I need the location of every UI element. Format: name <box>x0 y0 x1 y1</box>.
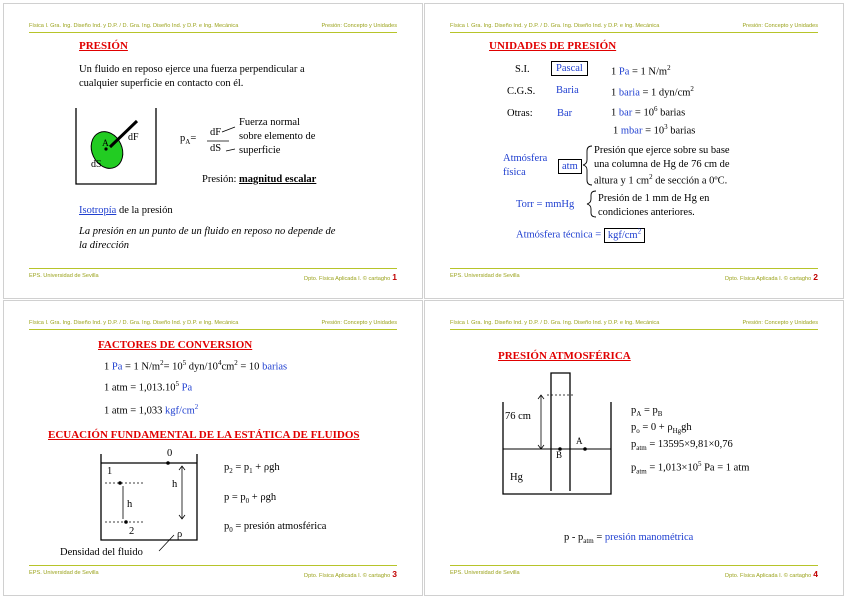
eq-3 <box>224 521 326 534</box>
mbar-sup: 3 <box>664 123 668 131</box>
rel-3 <box>631 439 733 452</box>
atm-brace <box>583 146 592 185</box>
kgf-sup: 2 <box>637 227 642 235</box>
c3-a: 1 atm = 1,033 <box>104 405 163 417</box>
label-h-inner: h <box>127 499 133 510</box>
isotropy-link[interactable]: Isotropía <box>79 205 117 216</box>
label-2: 2 <box>129 526 135 537</box>
statement-line-1: La presión en un punto de un fluido en reposo no depende de <box>79 226 336 237</box>
slide-footer <box>29 565 397 580</box>
point-0-dot <box>166 461 170 465</box>
footer-right <box>725 569 818 579</box>
slide-3 <box>3 300 423 596</box>
c3-kgf: kgf/cm <box>165 405 195 417</box>
header-right: Presión: Concepto y Unidades <box>321 23 397 29</box>
surface-text: superficie <box>239 145 281 156</box>
header-right: Presión: Concepto y Unidades <box>742 320 818 326</box>
slide-1 <box>3 3 423 299</box>
footer-right <box>725 272 818 282</box>
eq2-s: 0 <box>245 497 250 506</box>
atm-desc-3b: de sección a 0ºC. <box>655 175 728 187</box>
eq-1 <box>224 462 280 475</box>
footer-credit: Dpto. Física Aplicada I. © cartagho <box>725 573 812 579</box>
slide-number: 4 <box>813 569 818 579</box>
slide-footer <box>450 565 818 580</box>
c1-pa: Pa <box>111 361 123 373</box>
frac-num: dF <box>210 127 222 138</box>
rel-2 <box>631 422 692 435</box>
point-a-dot <box>583 447 587 451</box>
c1-s4: 2 <box>234 359 238 367</box>
atm-desc-3 <box>594 173 727 187</box>
conversion-title: FACTORES DE CONVERSION <box>98 339 253 351</box>
fundamental-title: ECUACIÓN FUNDAMENTAL DE LA ESTÁTICA DE FLUIDOS <box>48 429 360 441</box>
gauge-pressure <box>564 532 693 545</box>
c1-s2: 5 <box>182 359 187 367</box>
r4-b: = 1,013×10 <box>649 462 698 474</box>
eq2-b: + ρgh <box>251 492 277 503</box>
density-label: Densidad del fluido <box>60 547 143 558</box>
footer-credit: Dpto. Física Aplicada I. © cartagho <box>304 573 391 579</box>
pointer-surface <box>226 149 235 151</box>
header-right: Presión: Concepto y Unidades <box>742 23 818 29</box>
slide-footer <box>450 268 818 283</box>
point-2-dot <box>124 520 128 524</box>
pa-rest: = 1 N/m <box>632 66 668 78</box>
otras-label: Otras: <box>507 108 533 119</box>
rel-4 <box>631 460 749 476</box>
isotropy-rest: de la presión <box>118 205 173 216</box>
header-left: Física I. Gra. Ing. Diseño Ind. y D.P. / D. Gra. Ing. Diseño Ind. y D.P. e Ing. Mecánica <box>29 320 239 326</box>
kgf-unit: kgf/cm <box>607 229 638 241</box>
r3-b: = 13595×9,81×0,76 <box>649 439 733 450</box>
c2-pa: Pa <box>181 382 193 394</box>
c1-e: cm <box>221 361 235 373</box>
torr-label: Torr = mmHg <box>516 199 575 210</box>
eq1-a: p <box>224 462 230 473</box>
barometer-tube <box>551 373 570 491</box>
r4-c: Pa = 1 atm <box>704 462 750 474</box>
slide-number: 2 <box>813 272 818 282</box>
footer-right <box>304 569 397 579</box>
slide-4 <box>424 300 844 596</box>
si-label: S.I. <box>515 64 530 75</box>
r1-s: A <box>636 410 642 419</box>
r1-a: p <box>631 405 637 416</box>
intro-line-2: cualquier superficie en contacto con él. <box>79 78 244 89</box>
footer-left: EPS. Universidad de Sevilla <box>450 570 520 576</box>
label-df: dF <box>128 132 139 143</box>
c1-barias: barias <box>262 361 288 373</box>
pa-sub: A <box>185 138 191 147</box>
pressure-label: Presión: <box>202 174 237 185</box>
c1-b: = 1 N/m <box>125 361 161 373</box>
label-rho: ρ <box>177 529 183 540</box>
pressure-value: magnitud escalar <box>239 174 317 185</box>
cgs-label: C.G.S. <box>507 86 536 97</box>
bar-one: 1 <box>611 107 617 119</box>
slide-footer <box>29 268 397 283</box>
footer-credit: Dpto. Física Aplicada I. © cartagho <box>304 276 391 282</box>
bar-sup: 6 <box>653 105 658 113</box>
torr-desc-1: Presión de 1 mm de Hg en <box>598 193 710 204</box>
r4-s: atm <box>636 467 647 476</box>
baria-rest: = 1 dyn/cm <box>642 87 691 99</box>
gauge-s: atm <box>583 537 594 546</box>
baria-one: 1 <box>611 87 617 99</box>
isotropy-line <box>79 205 173 216</box>
pa-symbol <box>180 133 196 146</box>
footer-credit: Dpto. Física Aplicada I. © cartagho <box>725 276 812 282</box>
atm-desc-1: Presión que ejerce sobre su base <box>594 145 730 156</box>
r2-a: p <box>631 422 637 433</box>
atm-desc-2: una columna de Hg de 76 cm de <box>594 159 730 170</box>
label-h-outer: h <box>172 479 178 490</box>
slide-number: 1 <box>392 272 397 282</box>
r1-b: = p <box>643 405 658 416</box>
footer-left: EPS. Universidad de Sevilla <box>450 273 520 279</box>
height-label: 76 cm <box>505 411 531 422</box>
r2-s: o <box>636 427 640 436</box>
c1-a: 1 <box>104 361 110 373</box>
c1-c: = 10 <box>163 361 183 373</box>
pa-eq: = <box>190 133 197 144</box>
pa-unit: Pa <box>618 66 630 78</box>
slide-title: UNIDADES DE PRESIÓN <box>489 40 617 52</box>
atm-label-1: Atmósfera <box>503 153 548 164</box>
eq1-s2: 1 <box>249 467 253 476</box>
pa-one: 1 <box>611 66 617 78</box>
density-pointer <box>159 535 174 551</box>
bar-rest: = 10 <box>634 107 654 119</box>
atm-label-2: física <box>503 167 526 178</box>
r4-a: p <box>631 462 637 474</box>
torr-desc-2: condiciones anteriores. <box>598 207 695 218</box>
intro-line-1: Un fluido en reposo ejerce una fuerza perpendicular a <box>79 64 305 75</box>
mercury-label: Hg <box>510 472 523 483</box>
baria-unit: baria <box>618 87 640 99</box>
slide-title: PRESIÓN <box>79 40 128 52</box>
label-ds: dS <box>91 159 102 170</box>
r4-sup: 5 <box>697 460 702 468</box>
c1-f: = 10 <box>240 361 260 373</box>
eq2-a: p = p <box>224 492 246 503</box>
slide-title: PRESIÓN ATMOSFÉRICA <box>498 350 631 362</box>
atm-desc-3-sup: 2 <box>649 173 653 181</box>
mbar-unit: mbar <box>620 125 643 137</box>
tech-atm-label: Atmósfera técnica = <box>516 229 602 241</box>
footer-left: EPS. Universidad de Sevilla <box>29 570 99 576</box>
frac-den: dS <box>210 143 222 154</box>
mbar-one: 1 <box>613 125 619 137</box>
header-left: Física I. Gra. Ing. Diseño Ind. y D.P. / D. Gra. Ing. Diseño Ind. y D.P. e Ing. Mecánica <box>450 320 660 326</box>
pa-sup: 2 <box>667 64 671 72</box>
label-b: B <box>556 450 563 460</box>
c2-a: 1 atm = 1,013.10 <box>104 382 176 394</box>
label-1: 1 <box>107 466 113 477</box>
header-left: Física I. Gra. Ing. Diseño Ind. y D.P. / D. Gra. Ing. Diseño Ind. y D.P. e Ing. Mecánica <box>450 23 660 29</box>
gauge-a: p - p <box>564 532 584 543</box>
header-left: Física I. Gra. Ing. Diseño Ind. y D.P. / D. Gra. Ing. Diseño Ind. y D.P. e Ing. Mecánica <box>29 23 239 29</box>
pascal-box: Pascal <box>551 61 588 76</box>
point-1-dot <box>118 481 122 485</box>
pa-p: p <box>180 133 186 144</box>
pressure-line <box>202 174 316 185</box>
r2-c: gh <box>681 422 692 433</box>
gauge-b: = <box>596 532 603 543</box>
r3-a: p <box>631 439 637 450</box>
r3-s: atm <box>636 444 647 453</box>
eq3-a: p <box>224 521 230 532</box>
mbar-end: barias <box>670 125 696 137</box>
eq1-c: + ρgh <box>255 462 280 473</box>
header-right: Presión: Concepto y Unidades <box>321 320 397 326</box>
c2-sup: 5 <box>175 380 180 388</box>
statement-line-2: la dirección <box>79 240 130 251</box>
slide-2 <box>424 3 844 299</box>
footer-left: EPS. Universidad de Sevilla <box>29 273 99 279</box>
slide-number: 3 <box>392 569 397 579</box>
eq-2 <box>224 492 276 505</box>
gauge-blue: presión manométrica <box>604 532 694 543</box>
r1-s2: B <box>657 410 663 419</box>
eq1-b: = p <box>235 462 250 473</box>
kgf-box <box>604 228 645 243</box>
c3-sup: 2 <box>194 403 199 411</box>
baria-sup: 2 <box>690 85 694 93</box>
c1-s3: 4 <box>217 359 222 367</box>
r2-s2: Hg <box>672 427 682 436</box>
baria-label: Baria <box>556 85 579 96</box>
atm-desc-3a: altura y 1 cm <box>594 175 650 187</box>
label-a: A <box>102 139 109 149</box>
eq3-s: 0 <box>229 526 233 535</box>
c1-s1: 2 <box>160 359 164 367</box>
tech-atm <box>516 227 645 241</box>
label-0: 0 <box>167 448 173 459</box>
r2-b: = 0 + ρ <box>642 422 673 433</box>
rel-1 <box>631 405 662 418</box>
bar-label: Bar <box>557 108 573 119</box>
bar-end: barias <box>660 107 686 119</box>
c1-d: dyn/10 <box>188 361 218 373</box>
torr-brace <box>587 191 596 217</box>
footer-right <box>304 272 397 282</box>
atm-box: atm <box>558 159 582 174</box>
eq1-s: 2 <box>229 467 233 476</box>
label-a: A <box>576 436 583 446</box>
pointer-normal <box>222 127 235 132</box>
mbar-rest: = 10 <box>645 125 665 137</box>
over-element: sobre elemento de <box>239 131 316 142</box>
eq3-b: = presión atmosférica <box>235 521 327 532</box>
bar-unit: bar <box>618 107 633 119</box>
normal-force: Fuerza normal <box>239 117 300 128</box>
